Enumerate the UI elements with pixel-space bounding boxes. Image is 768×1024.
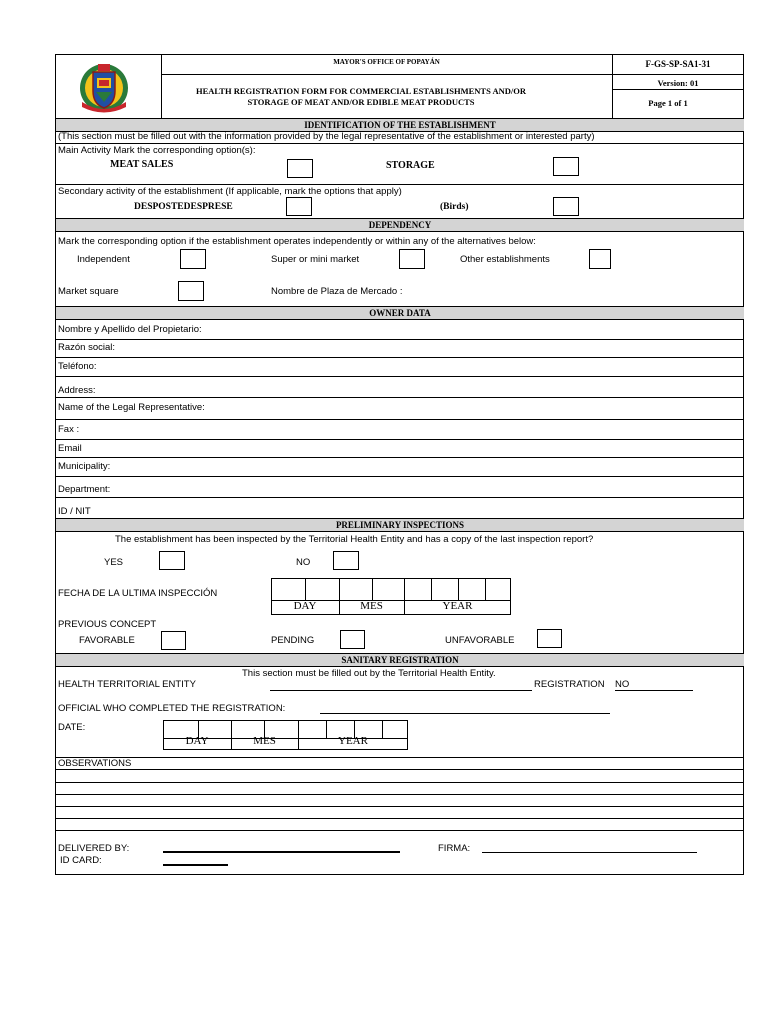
registration-label: REGISTRATION [534,679,605,690]
department-field[interactable]: Department: [58,484,111,495]
plaza-name-label: Nombre de Plaza de Mercado : [271,286,403,297]
inspection-question: The establishment has been inspected by the Territorial Health Entity and has a copy of the last inspection report? [115,534,594,545]
delivered-by-line[interactable] [163,851,400,853]
pending-label: PENDING [271,635,315,646]
inspected-no-checkbox[interactable] [333,551,359,570]
form-code: F-GS-SP-SA1-31 [645,59,711,69]
form-page: Page 1 of 1 [648,98,688,108]
rule [56,476,744,477]
year-label: YEAR [338,735,368,747]
owner-name-field[interactable]: Nombre y Apellido del Propietario: [58,324,202,335]
no-label: NO [296,557,311,568]
other-establishments-checkbox[interactable] [589,249,611,269]
unfavorable-checkbox[interactable] [537,629,562,648]
rule [56,439,744,440]
header-rule-version [612,89,744,90]
rule [56,497,744,498]
signature-label: FIRMA: [438,843,471,854]
coat-of-arms-icon [76,58,132,114]
observations-line-3[interactable] [56,794,744,795]
id-card-label: ID CARD: [60,855,102,866]
last-inspection-date-grid[interactable] [271,578,511,615]
day-label: DAY [185,735,209,747]
fax-field[interactable]: Fax : [58,424,80,435]
favorable-label: FAVORABLE [79,635,135,646]
date-label: DATE: [58,722,86,733]
section-owner-data: OWNER DATA [56,306,744,320]
form-title-line1: HEALTH REGISTRATION FORM FOR COMMERCIAL ESTABLISHMENTS AND/OR [196,86,526,96]
section-dependency: DEPENDENCY [56,218,744,232]
last-inspection-date-label: FECHA DE LA ULTIMA INSPECCIÓN [58,588,218,599]
storage-checkbox[interactable] [553,157,579,176]
despostedesprese-checkbox[interactable] [286,197,312,216]
observations-line-6[interactable] [56,830,744,831]
independent-label: Independent [77,254,130,265]
other-establishments-label: Other establishments [460,254,550,265]
rule [56,457,744,458]
business-name-field[interactable]: Razón social: [58,342,116,353]
year-label: YEAR [442,600,473,612]
super-market-label: Super or mini market [271,254,360,265]
rule [56,376,744,377]
rule [56,339,744,340]
pending-checkbox[interactable] [340,630,365,649]
section-sanitary-registration: SANITARY REGISTRATION [56,653,744,667]
health-entity-label: HEALTH TERRITORIAL ENTITY [58,679,196,690]
main-activity-label: Main Activity Mark the corresponding option(s): [58,145,256,156]
secondary-activity-label: Secondary activity of the establishment (If applicable, mark the options that apply) [58,186,402,197]
super-market-checkbox[interactable] [399,249,425,269]
market-square-label: Market square [58,286,119,297]
day-label: DAY [293,600,317,612]
month-label: MES [360,600,383,612]
rule [56,419,744,420]
header-rule [161,74,744,75]
rule [56,184,744,185]
email-field[interactable]: Email [58,443,82,454]
identification-note: (This section must be filled out with the information provided by the legal representative of the establishment or interested party) [58,131,595,142]
municipality-field[interactable]: Municipality: [58,461,111,472]
birds-label: (Birds) [440,202,469,212]
yes-label: YES [104,557,124,568]
month-label: MES [253,735,276,747]
observations-label: OBSERVATIONS [58,758,132,769]
favorable-checkbox[interactable] [161,631,186,650]
signature-line[interactable] [482,852,697,853]
health-entity-line[interactable] [270,690,532,691]
market-square-checkbox[interactable] [178,281,204,301]
previous-concept-label: PREVIOUS CONCEPT [58,619,157,630]
unfavorable-label: UNFAVORABLE [445,635,515,646]
observations-line-2[interactable] [56,782,744,783]
office-name: MAYOR'S OFFICE OF POPAYÁN [333,58,440,66]
rule [56,397,744,398]
inspected-yes-checkbox[interactable] [159,551,185,570]
registration-no-label: NO [615,679,630,690]
registration-number-line[interactable] [615,690,693,691]
form-frame [55,54,744,875]
observations-line-4[interactable] [56,806,744,807]
delivered-by-label: DELIVERED BY: [58,843,130,854]
meat-sales-checkbox[interactable] [287,159,313,178]
registration-date-grid[interactable] [163,720,408,750]
form-title-line2: STORAGE OF MEAT AND/OR EDIBLE MEAT PRODUCTS [247,97,475,107]
rule [56,357,744,358]
official-label: OFFICIAL WHO COMPLETED THE REGISTRATION: [58,703,286,714]
id-card-line[interactable] [163,864,228,866]
rule [56,757,744,758]
meat-sales-label: MEAT SALES [110,159,174,170]
section-preliminary-inspections: PRELIMINARY INSPECTIONS [56,518,744,532]
rule [56,143,744,144]
birds-checkbox[interactable] [553,197,579,216]
observations-line-1[interactable] [56,769,744,770]
despostedesprese-label: DESPOSTEDESPRESE [134,202,233,212]
legal-representative-field[interactable]: Name of the Legal Representative: [58,402,205,413]
official-line[interactable] [320,713,610,714]
observations-line-5[interactable] [56,818,744,819]
form-version: Version: 01 [657,78,699,88]
id-nit-field[interactable]: ID / NIT [58,506,91,517]
dependency-note: Mark the corresponding option if the establishment operates independently or within any of the alternatives below: [58,236,536,247]
phone-field[interactable]: Teléfono: [58,361,97,372]
sanitary-note: This section must be filled out by the Territorial Health Entity. [242,668,496,679]
storage-label: STORAGE [386,160,435,171]
address-field[interactable]: Address: [58,385,96,396]
independent-checkbox[interactable] [180,249,206,269]
section-identification: IDENTIFICATION OF THE ESTABLISHMENT [56,118,744,132]
